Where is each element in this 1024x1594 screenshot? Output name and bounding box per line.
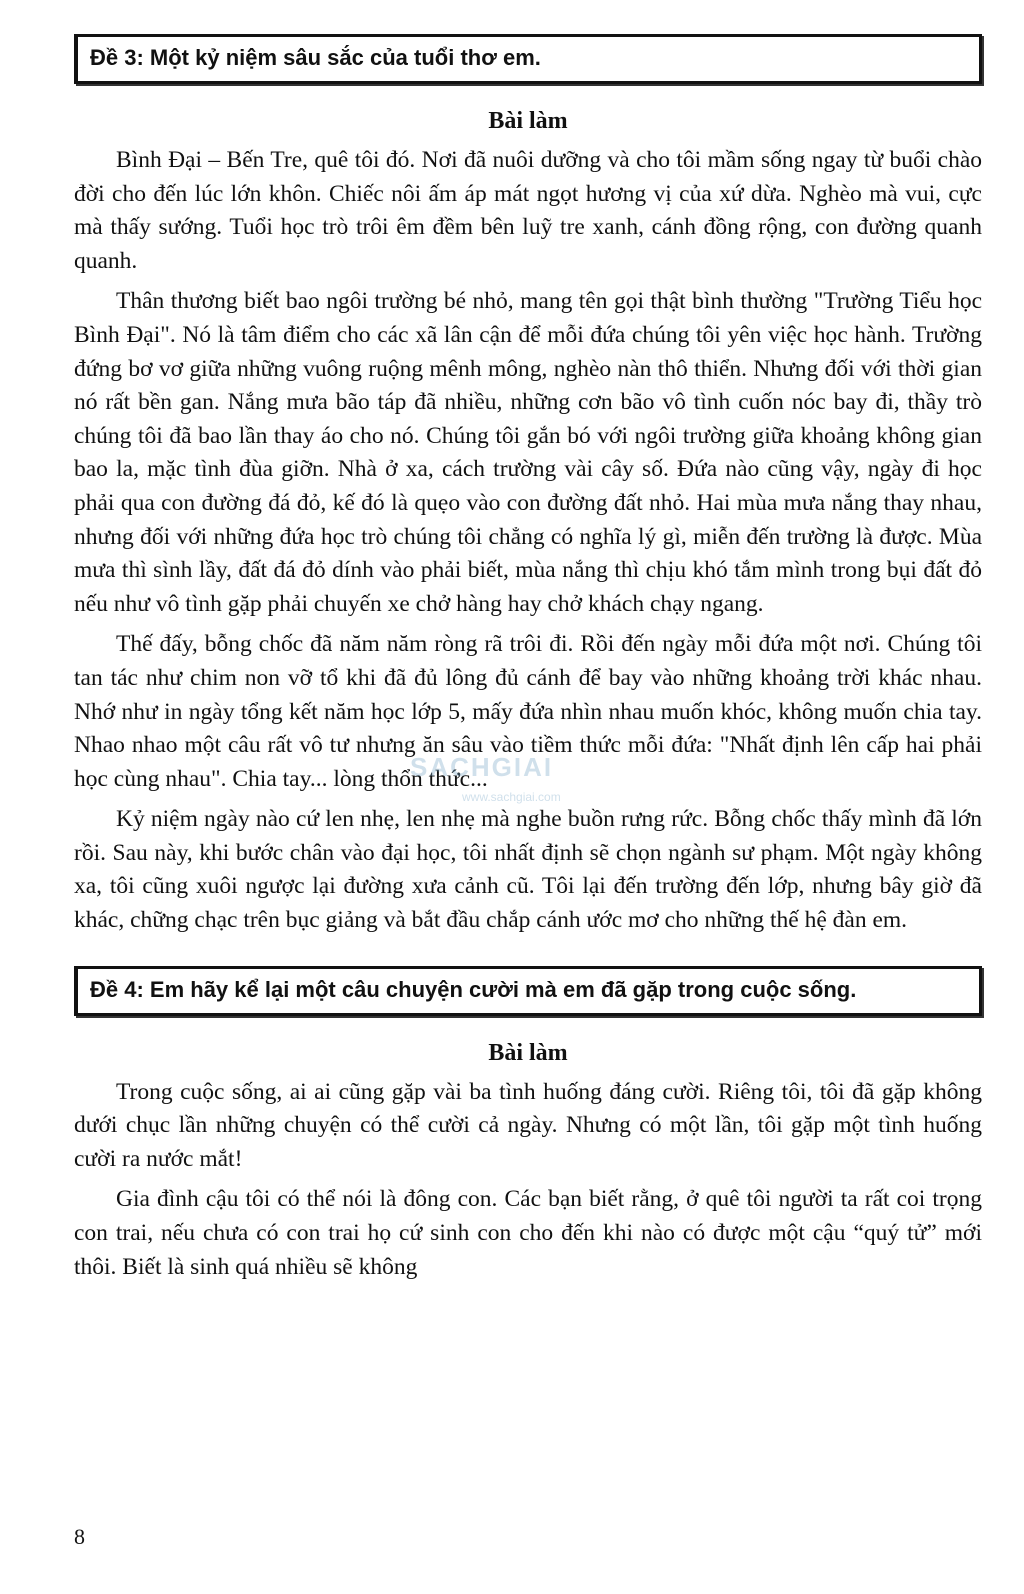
page-content [74,34,982,1291]
topic-4-label: Đề 4: Em hãy kể lại một câu chuyện cười mà em đã gặp trong cuộc sống. [90,976,857,1002]
topic-4-paragraph-1: Trong cuộc sống, ai ai cũng gặp vài ba tình huống đáng cười. Riêng tôi, tôi đã gặp không dưới chục lần những chuyện có thể cười cả ngày. Nhưng có một lần, tôi gặp một tình huống cười ra nước mắt! [74,1078,982,1172]
topic-4-paragraph-2: Gia đình cậu tôi có thể nói là đông con. Các bạn biết rằng, ở quê tôi người ta rất coi trọng con trai, nếu chưa có con trai họ cứ sinh con cho đến khi nào có được một cậu “quý tử” mới thôi. Biết là sinh quá nhiều sẽ không [74,1186,982,1280]
page-number: 8 [74,1524,85,1549]
topic-4-box [74,966,982,1016]
topic-3-box [74,34,982,84]
watermark-url: www.sachgiai.com [462,790,561,804]
watermark-brand: SACHGIAI [410,752,554,782]
topic-3-paragraph-2: Thân thương biết bao ngôi trường bé nhỏ, mang tên gọi thật bình thường "Trường Tiểu học Bình Đại". Nó là tâm điểm cho các xã lân cận để mỗi đứa chúng tôi yên việc học hành. Trường đứng bơ vơ giữa những vuông ruộng mênh mông, nghèo nàn thô thiển. Nhưng đối với thời gian nó rất bền gan. Nắng mưa bão táp đã nhiều, những cơn bão vô tình cuốn nóc bay đi, thầy trò chúng tôi đã bao lần thay áo cho nó. Chúng tôi gắn bó với ngôi trường giữa khoảng không gian bao la, mặc tình đùa giỡn. Nhà ở xa, cách trường vài cây số. Đứa nào cũng vậy, ngày đi học phải qua con đường đá đỏ, kế đó là quẹo vào con đường đất nhỏ. Hai mùa mưa nắng thay nhau, nhưng đối với những đứa học trò chúng tôi chẳng có nghĩa lý gì, miễn đến trường là được. Mùa mưa thì sình lầy, đất đá đỏ dính vào phải biết, mùa nắng thì chịu khó tắm mình trong bụi đất đỏ nếu như vô tình gặp phải chuyến xe chở hàng hay chở khách chạy ngang. [74,288,982,617]
topic-4-heading: Bài làm [488,1039,568,1066]
topic-3-heading: Bài làm [488,108,568,134]
topic-3-label: Đề 3: Một kỷ niệm sâu sắc của tuổi thơ em. [90,45,541,70]
topic-3-paragraph-1: Bình Đại – Bến Tre, quê tôi đó. Nơi đã nuôi dưỡng và cho tôi mầm sống ngay từ buổi chào đời cho đến lúc lớn khôn. Chiếc nôi ấm áp mát ngọt hương vị của xứ dừa. Nghèo mà vui, cực mà thấy sướng. Tuổi học trò trôi êm đềm bên luỹ tre xanh, cánh đồng rộng, con đường quanh quanh. [74,147,982,274]
topic-3-paragraph-4: Kỷ niệm ngày nào cứ len nhẹ, len nhẹ mà nghe buồn rưng rức. Bỗng chốc thấy mình đã lớn rồi. Sau này, khi bước chân vào đại học, tôi nhất định sẽ chọn ngành sư phạm. Một ngày không xa, tôi cũng xuôi ngược lại đường xưa cảnh cũ. Tôi lại đến trường đến lớp, nhưng bây giờ đã khác, chững chạc trên bục giảng và bắt đầu chắp cánh ước mơ cho những thế hệ đàn em. [74,806,982,934]
topic-3-paragraph-3: Thế đấy, bỗng chốc đã năm năm ròng rã trôi đi. Rồi đến ngày mỗi đứa một nơi. Chúng tôi tan tác như chim non vỡ tổ khi đã đủ lông đủ cánh để bay vào những khoảng trời khác nhau. Nhớ như in ngày tổng kết năm học lớp 5, mấy đứa nhìn nhau muốn khóc, không muốn chia tay. Nhao nhao một câu rất vô tư nhưng ăn sâu vào tiềm thức mỗi đứa: "Nhất định lên cấp hai phải học cùng nhau". Chia tay... lòng thổn thức... [74,631,982,792]
